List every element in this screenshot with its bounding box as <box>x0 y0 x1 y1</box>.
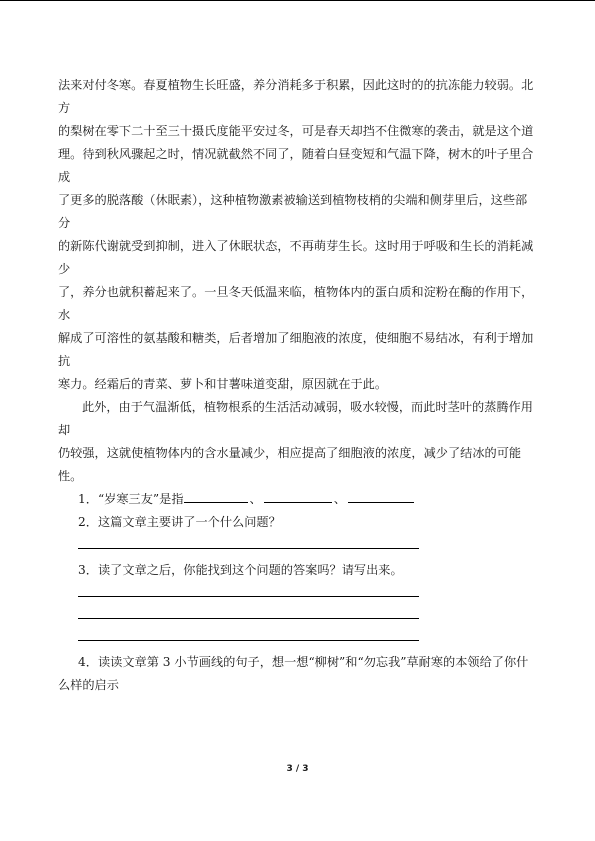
passage-line: 解成了可溶性的氨基酸和糖类，后者增加了细胞液的浓度，使细胞不易结冰，有利于增加抗 <box>58 331 534 368</box>
question-4-text-line-2: 么样的启示 <box>58 678 119 692</box>
answer-blank-3[interactable] <box>348 488 414 503</box>
question-4-text-line-1: 4．读读文章第 3 小节画线的句子，想一想“柳树”和“勿忘我”草耐寒的本领给了你什 <box>78 655 529 669</box>
passage-line: 的梨树在零下二十至三十摄氏度能平安过冬，可是春天却挡不住微寒的袭击，就是这个道 <box>58 124 534 138</box>
blank-separator: 、 <box>333 492 346 506</box>
passage-line: 了，养分也就积蓄起来了。一旦冬天低温来临，植物体内的蛋白质和淀粉在酶的作用下，水 <box>58 285 534 322</box>
answer-line-q3-1[interactable] <box>78 582 419 597</box>
answer-blank-1[interactable] <box>184 488 248 503</box>
page-number: 3 / 3 <box>286 764 309 774</box>
passage-line: 的新陈代谢就受到抑制，进入了休眠状态，不再萌芽生长。这时用于呼吸和生长的消耗减少 <box>58 239 534 276</box>
question-2-text: 2．这篇文章主要讲了一个什么问题？ <box>78 515 281 529</box>
passage-line: 寒力。经霜后的青菜、萝卜和甘薯味道变甜，原因就在于此。 <box>58 377 388 391</box>
worksheet-content <box>58 74 538 697</box>
question-1 <box>58 488 538 511</box>
passage-line: 理。待到秋风骤起之时，情况就截然不同了，随着白昼变短和气温下降，树木的叶子里合成 <box>58 147 534 184</box>
answer-line-q2[interactable] <box>78 534 419 549</box>
answer-blank-2[interactable] <box>264 488 332 503</box>
answer-line-q3-2[interactable] <box>78 597 419 619</box>
passage-line: 了更多的脱落酸（休眠素），这种植物激素被输送到植物枝梢的尖端和侧芽里后，这些部分 <box>58 193 528 230</box>
passage-paragraph-2 <box>58 396 538 488</box>
passage-paragraph-1 <box>58 74 538 396</box>
answer-line-q3-3[interactable] <box>78 619 419 641</box>
passage-line: 法来对付冬寒。春夏植物生长旺盛，养分消耗多于积累，因此这时的的抗冻能力较弱。北方 <box>58 78 534 115</box>
top-border-line <box>0 0 595 1</box>
question-1-text: 1．“岁寒三友”是指 <box>78 492 184 506</box>
passage-line: 仍较强，这就使植物体内的含水量减少，相应提高了细胞液的浓度，减少了结冰的可能性。 <box>58 446 522 483</box>
question-3-text: 3．读了文章之后，你能找到这个问题的答案吗？请写出来。 <box>78 563 403 577</box>
passage-line: 此外，由于气温渐低，植物根系的生活活动减弱，吸水较慢，而此时茎叶的蒸腾作用却 <box>58 400 533 437</box>
blank-separator: 、 <box>249 492 262 506</box>
